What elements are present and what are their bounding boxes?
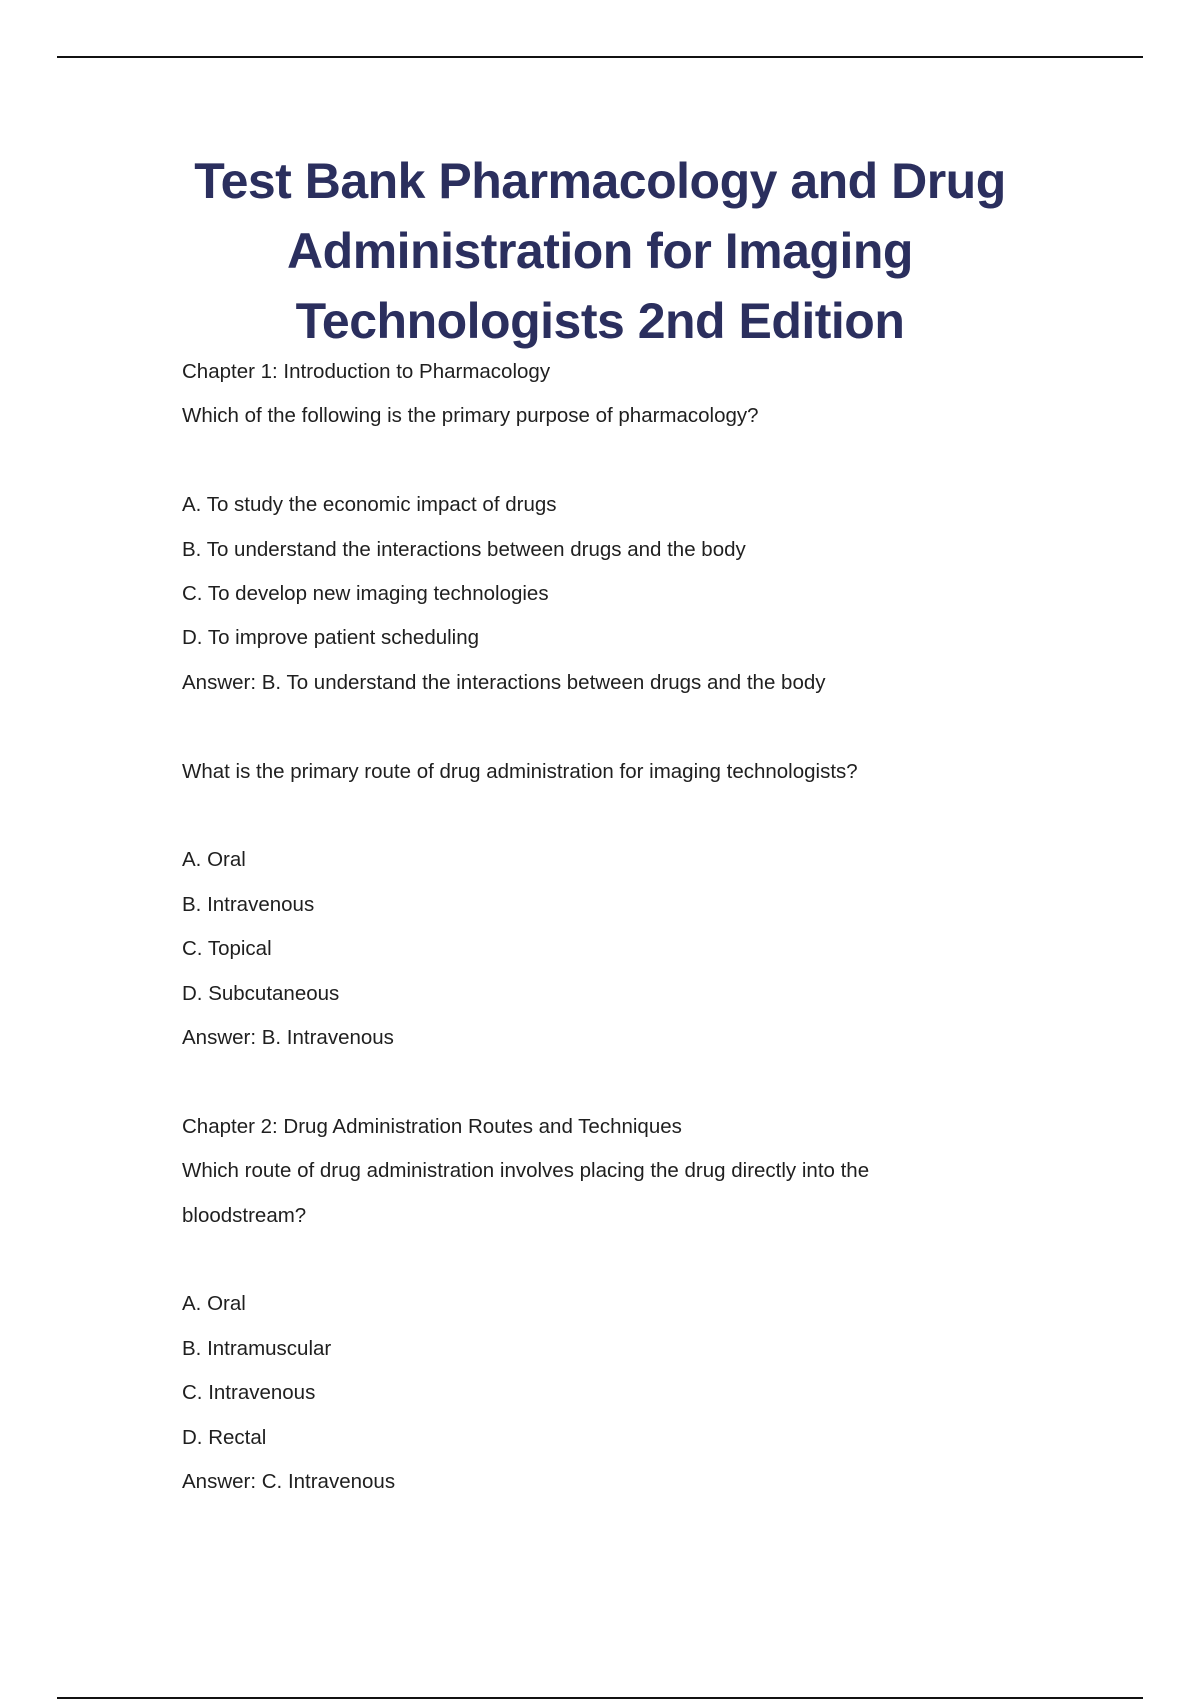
question-prompt: Which route of drug administration involves placing the drug directly into the xyxy=(182,1159,870,1183)
question-prompt: What is the primary route of drug administration for imaging technologists? xyxy=(182,759,858,783)
top-rule xyxy=(57,56,1143,58)
title-line: Technologists 2nd Edition xyxy=(295,293,905,349)
answer-option: D. Rectal xyxy=(182,1425,267,1449)
answer-option: C. Topical xyxy=(182,937,272,961)
answer-option: D. To improve patient scheduling xyxy=(182,626,480,650)
title-line: Test Bank Pharmacology and Drug xyxy=(194,153,1006,209)
answer-key: Answer: B. Intravenous xyxy=(182,1026,394,1050)
answer-option: C. To develop new imaging technologies xyxy=(182,582,549,606)
answer-option: B. Intravenous xyxy=(182,892,315,916)
answer-key: Answer: C. Intravenous xyxy=(182,1470,396,1494)
question-prompt: bloodstream? xyxy=(182,1203,307,1227)
answer-option: C. Intravenous xyxy=(182,1381,316,1405)
answer-option: B. Intramuscular xyxy=(182,1336,332,1360)
question-prompt: Which of the following is the primary purpose of pharmacology? xyxy=(182,404,759,428)
chapter-heading: Chapter 2: Drug Administration Routes and Techniques xyxy=(182,1114,682,1138)
answer-option: B. To understand the interactions between drugs and the body xyxy=(182,537,746,561)
document-body xyxy=(182,350,1082,1504)
bottom-rule xyxy=(57,1697,1143,1699)
answer-option: A. Oral xyxy=(182,848,246,872)
answer-option: D. Subcutaneous xyxy=(182,981,340,1005)
document-title xyxy=(150,146,1050,356)
answer-key: Answer: B. To understand the interactions between drugs and the body xyxy=(182,670,826,694)
answer-option: A. To study the economic impact of drugs xyxy=(182,493,557,517)
chapter-heading: Chapter 1: Introduction to Pharmacology xyxy=(182,360,551,383)
answer-option: A. Oral xyxy=(182,1292,246,1316)
title-line: Administration for Imaging xyxy=(287,223,913,279)
